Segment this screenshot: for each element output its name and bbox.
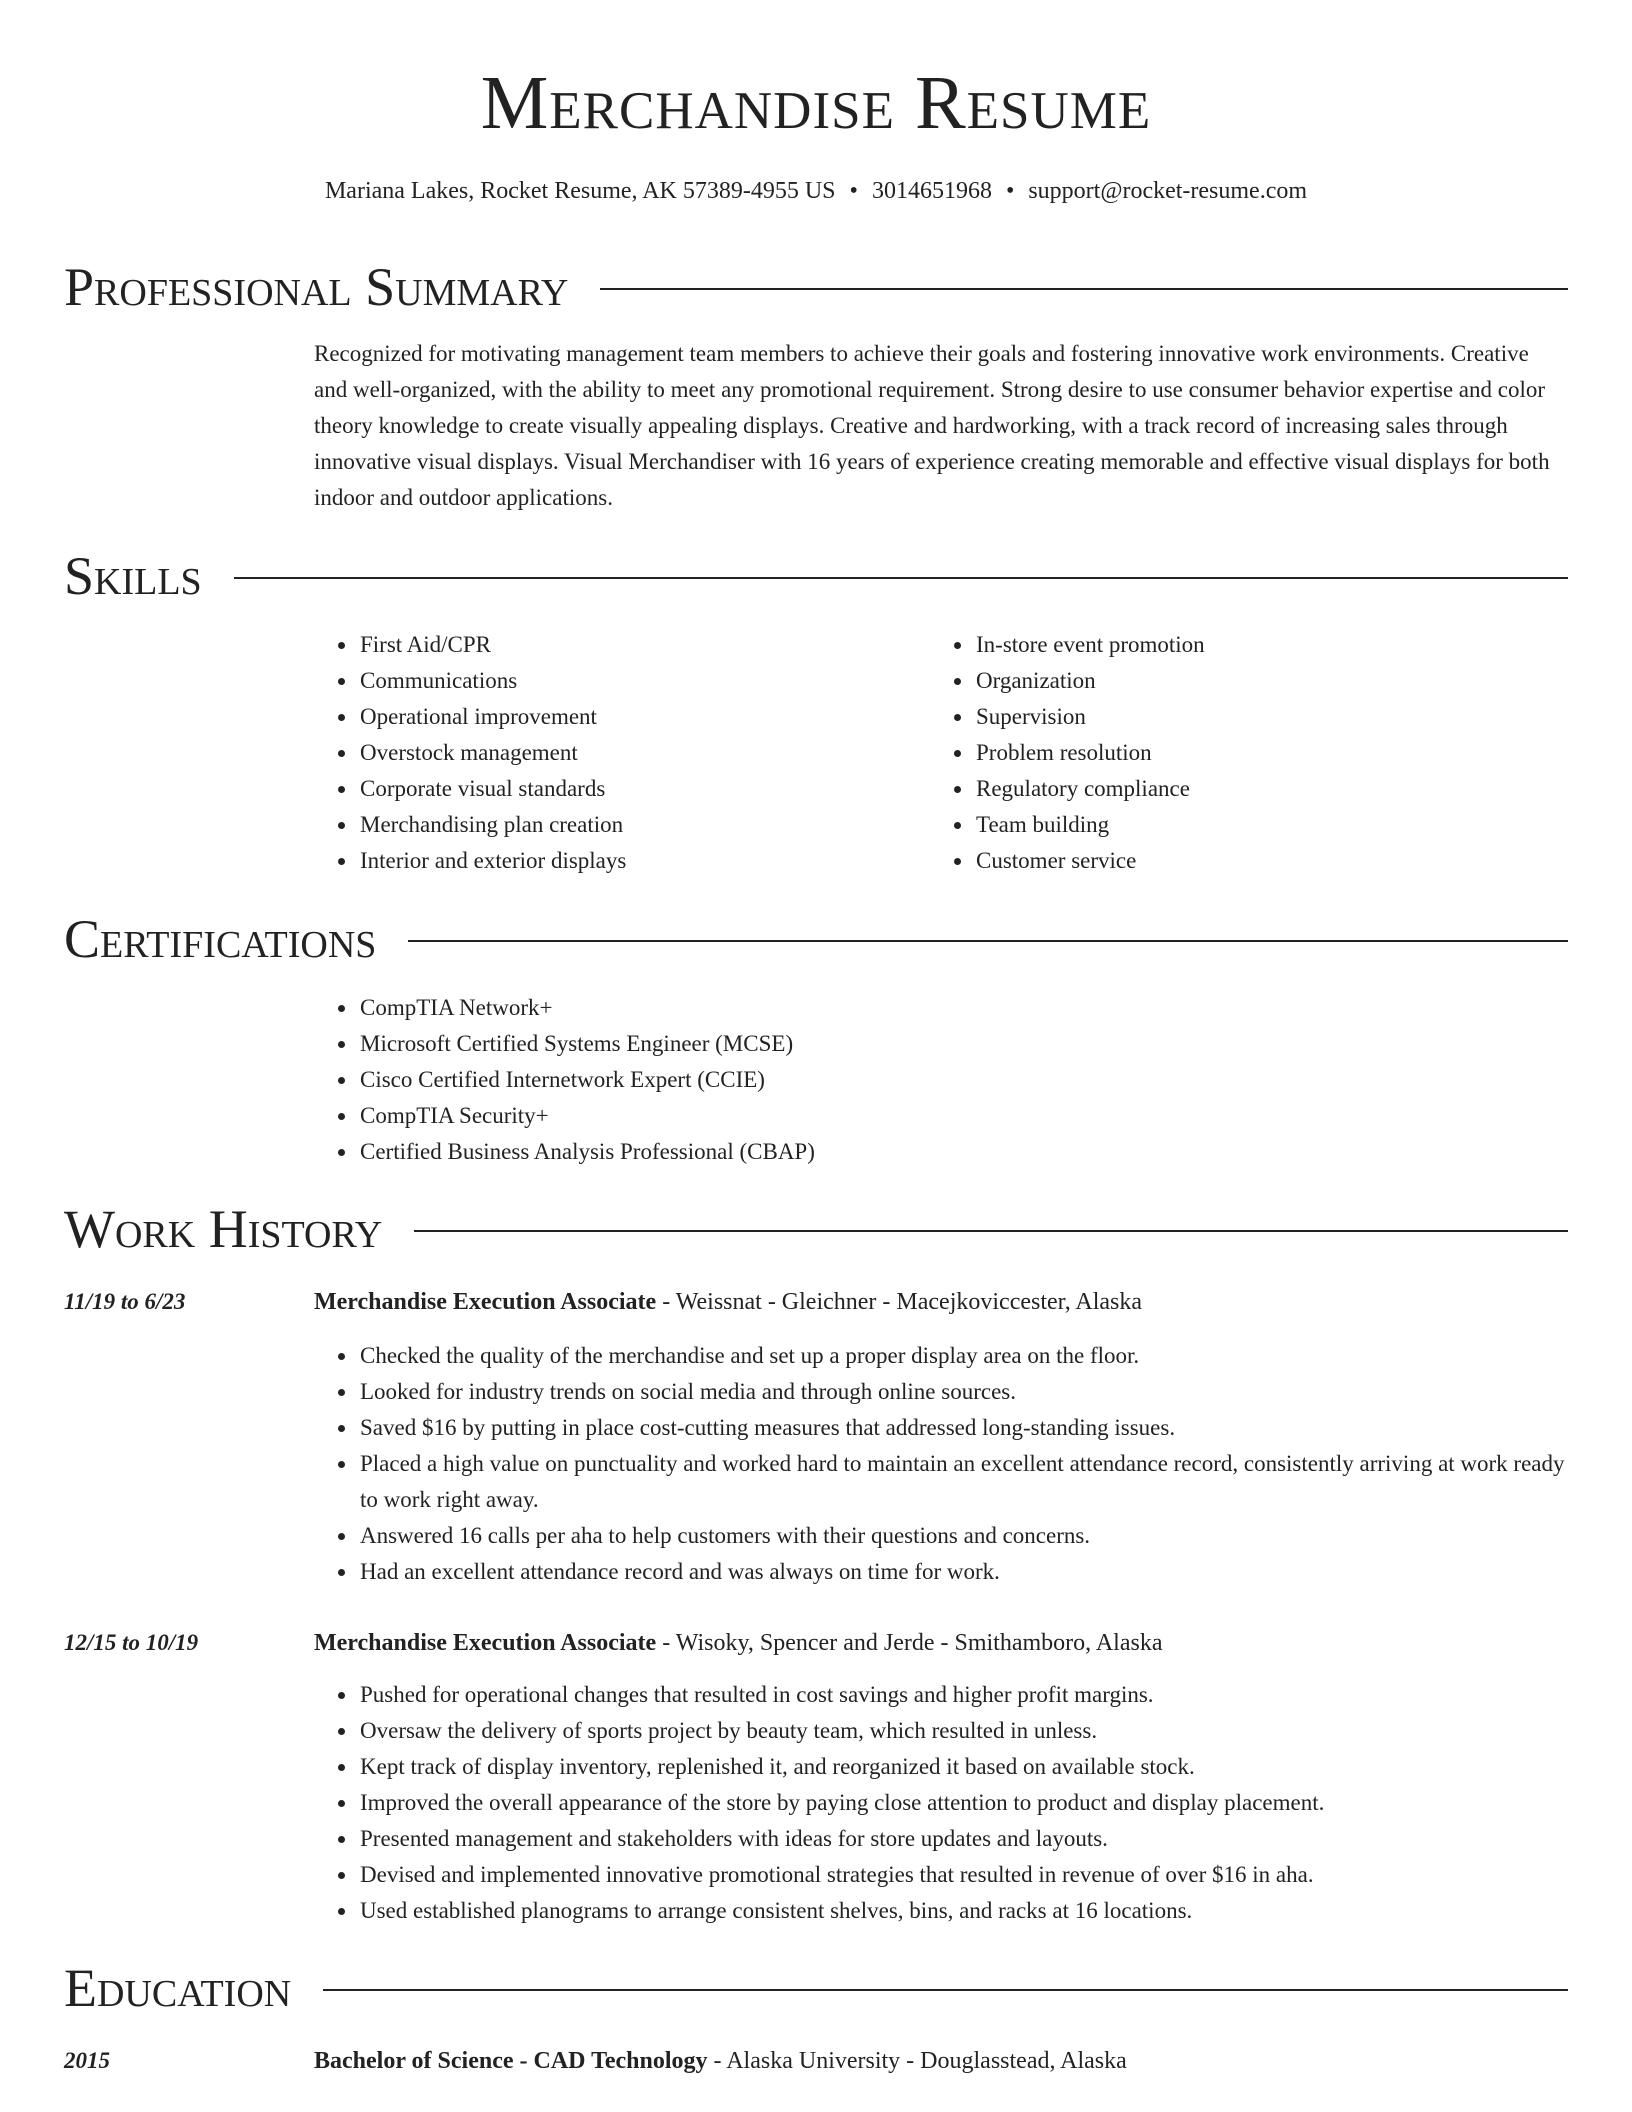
certification-item: • Microsoft Certified Systems Engineer (MCSE): [358, 1026, 1566, 1062]
skill-item: • Customer service: [974, 843, 1530, 879]
skill-item: • Operational improvement: [358, 699, 914, 735]
education-heading: [314, 2044, 1127, 2078]
job-title: Merchandise Execution Associate: [314, 1630, 657, 1656]
job-bullet: • Answered 16 calls per aha to help customers with their questions and concerns.: [358, 1518, 1566, 1554]
section-title-education: Education: [64, 1958, 292, 2018]
section-title-certifications: Certifications: [64, 909, 377, 969]
summary-text: Recognized for motivating management team members to achieve their goals and fostering innovative work environments. Creative and well-organized, with the ability to meet any promotional requirement. Strong desire to use consumer behavior expertise and color theory knowledge to create visually appealing displays. Creative and hardworking, with a track record of increasing sales through innovative visual displays. Visual Merchandiser with 16 years of experience creating memorable and effective visual displays for both indoor and outdoor applications.: [314, 341, 1550, 510]
job-dates: 11/19 to 6/23: [64, 1289, 186, 1314]
education-school: - Alaska University - Douglasstead, Alaska: [707, 2048, 1127, 2074]
skill-item: • Team building: [974, 807, 1530, 843]
job-heading: [314, 1626, 1162, 1660]
job-bullets: [314, 1677, 1566, 1929]
section-header-summary: [64, 252, 1568, 322]
section-header-certifications: [64, 904, 1568, 974]
job-bullets: [314, 1338, 1566, 1590]
job-heading: [314, 1285, 1142, 1319]
job-title: Merchandise Execution Associate: [314, 1289, 657, 1315]
section-header-education: [64, 1953, 1568, 2023]
contact-email[interactable]: support@rocket-resume.com: [1028, 178, 1308, 204]
certification-item: • CompTIA Network+: [358, 990, 1566, 1026]
skill-item: • In-store event promotion: [974, 627, 1530, 663]
section-title-skills: Skills: [64, 546, 202, 606]
section-title-summary: Professional Summary: [64, 257, 569, 317]
job-bullet: • Used established planograms to arrange consistent shelves, bins, and racks at 16 locations.: [358, 1893, 1566, 1929]
section-divider: [323, 1989, 1568, 1991]
skill-item: • Organization: [974, 663, 1530, 699]
skill-item: • First Aid/CPR: [358, 627, 914, 663]
job-bullet: • Saved $16 by putting in place cost-cutting measures that addressed long-standing issues.: [358, 1410, 1566, 1446]
certification-item: • Cisco Certified Internetwork Expert (CCIE): [358, 1062, 1566, 1098]
section-divider: [234, 577, 1568, 579]
job-dates: 12/15 to 10/19: [64, 1630, 199, 1655]
contact-line: [0, 174, 1632, 208]
contact-separator: •: [1005, 178, 1015, 204]
certification-item: • Certified Business Analysis Professional (CBAP): [358, 1134, 1566, 1170]
section-divider: [600, 288, 1568, 290]
section-header-work-history: [64, 1194, 1568, 1264]
job-bullet: • Had an excellent attendance record and was always on time for work.: [358, 1554, 1566, 1590]
certifications-list: [314, 990, 1566, 1170]
job-bullet: • Pushed for operational changes that resulted in cost savings and higher profit margins.: [358, 1677, 1566, 1713]
contact-address: Mariana Lakes, Rocket Resume, AK 57389-4955 US: [324, 178, 836, 204]
skill-item: • Merchandising plan creation: [358, 807, 914, 843]
section-divider: [408, 940, 1568, 942]
job-bullet: • Oversaw the delivery of sports project by beauty team, which resulted in unless.: [358, 1713, 1566, 1749]
skill-item: • Corporate visual standards: [358, 771, 914, 807]
skills-column-left: [314, 627, 914, 879]
section-title-work-history: Work History: [64, 1199, 383, 1259]
skill-item: • Regulatory compliance: [974, 771, 1530, 807]
certification-item: • CompTIA Security+: [358, 1098, 1566, 1134]
job-employer: - Weissnat - Gleichner - Macejkoviccester, Alaska: [656, 1289, 1143, 1315]
section-divider: [414, 1230, 1568, 1232]
skill-item: • Problem resolution: [974, 735, 1530, 771]
resume-title: Merchandise Resume: [480, 61, 1152, 145]
job-bullet: • Looked for industry trends on social media and through online sources.: [358, 1374, 1566, 1410]
skill-item: • Communications: [358, 663, 914, 699]
education-degree: Bachelor of Science - CAD Technology: [314, 2048, 708, 2074]
job-bullet: • Checked the quality of the merchandise and set up a proper display area on the floor.: [358, 1338, 1566, 1374]
contact-phone: 3014651968: [871, 178, 992, 204]
job-employer: - Wisoky, Spencer and Jerde - Smithamboro, Alaska: [656, 1630, 1163, 1656]
job-bullet: • Placed a high value on punctuality and worked hard to maintain an excellent attendance record, consistently arriving at work ready to work right away.: [358, 1446, 1566, 1518]
skill-item: • Overstock management: [358, 735, 914, 771]
job-bullet: • Presented management and stakeholders with ideas for store updates and layouts.: [358, 1821, 1566, 1857]
education-year: 2015: [64, 2048, 110, 2073]
job-bullet: • Devised and implemented innovative promotional strategies that resulted in revenue of over $16 in aha.: [358, 1857, 1566, 1893]
contact-separator: •: [849, 178, 858, 204]
skill-item: • Interior and exterior displays: [358, 843, 914, 879]
skill-item: • Supervision: [974, 699, 1530, 735]
job-bullet: • Kept track of display inventory, replenished it, and reorganized it based on available stock.: [358, 1749, 1566, 1785]
section-header-skills: [64, 541, 1568, 611]
skills-column-right: [930, 627, 1530, 879]
job-bullet: • Improved the overall appearance of the store by paying close attention to product and display placement.: [358, 1785, 1566, 1821]
